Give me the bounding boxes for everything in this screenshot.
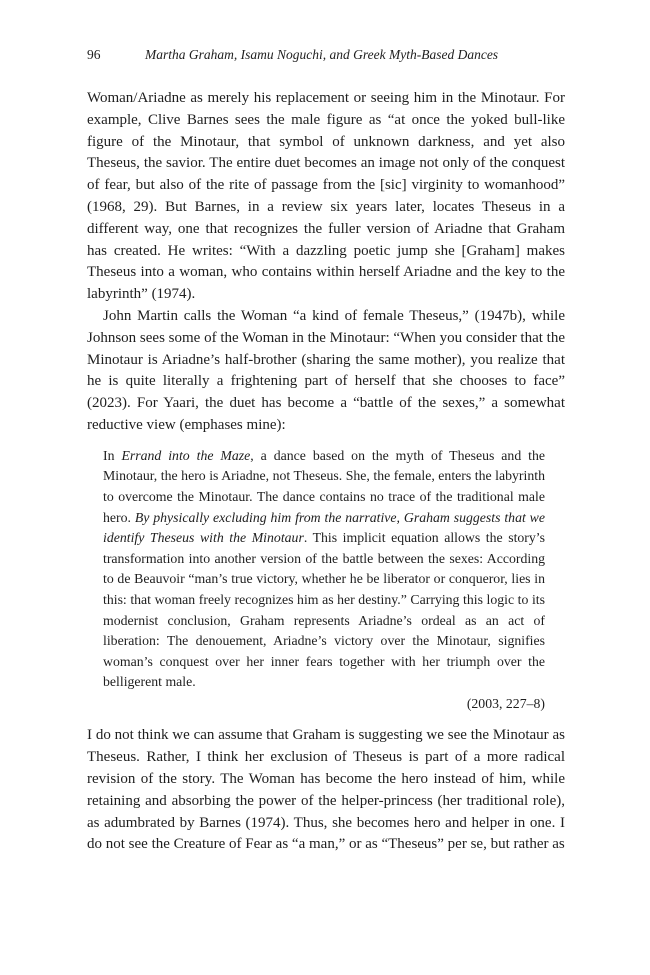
page-header [87, 44, 567, 66]
body-text [87, 88, 565, 856]
quote-lead: In [103, 447, 122, 463]
paragraph-3: I do not think we can assume that Graham is suggesting we see the Minotaur as Theseus. Rather, I think her exclusion of Theseus is part of a more radical revision of the story. The Woman has become the hero instead of him, while retaining and absorbing the power of the helper-princess (her traditional role), as adumbrated by Barnes (1974). Thus, she becomes hero and helper in one. I do not see the Creature of Fear as “a man,” or as “Theseus” per se, but rather as [87, 727, 565, 853]
quote-citation: (2003, 227–8) [466, 695, 545, 711]
paragraph-2: John Martin calls the Woman “a kind of female Theseus,” (1947b), while Johnson sees some of the Woman in the Minotaur: “When you consider that the Minotaur is Ariadne’s half-brother (sharing the same mother), you realize that he is quite literally a frightening part of herself that she chooses to face” (2023). For Yaari, the duet has become a “battle of the sexes,” a somewhat reductive view (emphases mine): [87, 307, 566, 433]
page-number: 96 [87, 47, 101, 62]
paragraph-1: Woman/Ariadne as merely his replacement or seeing him in the Minotaur. For example, Clive Barnes sees the male figure as “at once the yoked bull-like figure of the Minotaur, that symbol of unknown darkness, and yet also Theseus, the savior. The entire duet becomes an image not only of the conquest of fear, but also of the rite of passage from the [sic] virginity to womanhood” (1968, 29). But Barnes, in a review six years later, locates Theseus in a different way, one that recognizes the fuller version of Ariadne that Graham has created. He writes: “With a dazzling poetic jump she [Graham] makes Theseus into a woman, who contains within herself Ariadne and the key to the labyrinth” (1974). [87, 90, 565, 303]
quote-emphasis: By physically excluding him from the narrative, Graham suggests that we identify Theseus with the Minotaur [103, 509, 545, 546]
quote-part-1: , a dance based on the myth of Theseus and the Minotaur, the hero is Ariadne, not Theseus. She, the female, enters the labyrinth to overcome the Minotaur. The dance contains no trace of the traditional male hero. [103, 447, 545, 525]
quote-work-title: Errand into the Maze [121, 447, 251, 463]
quote-text [103, 446, 545, 693]
quote-part-2: . This implicit equation allows the story’s transformation into another version of the battle between the sexes: According to de Beauvoir “man’s true victory, whether he be liberator or conqueror, lies in this: that woman freely recognizes him as her destiny.” Carrying this logic to its modernist conclusion, Graham represents Ariadne’s ordeal as an act of liberation: The denouement, Ariadne’s victory over the Minotaur, signifies woman’s conquest over her inner fears together with her triumph over the belligerent male. [103, 530, 545, 690]
running-title: Martha Graham, Isamu Noguchi, and Greek Myth-Based Dances [145, 47, 499, 62]
block-quote [103, 446, 545, 715]
